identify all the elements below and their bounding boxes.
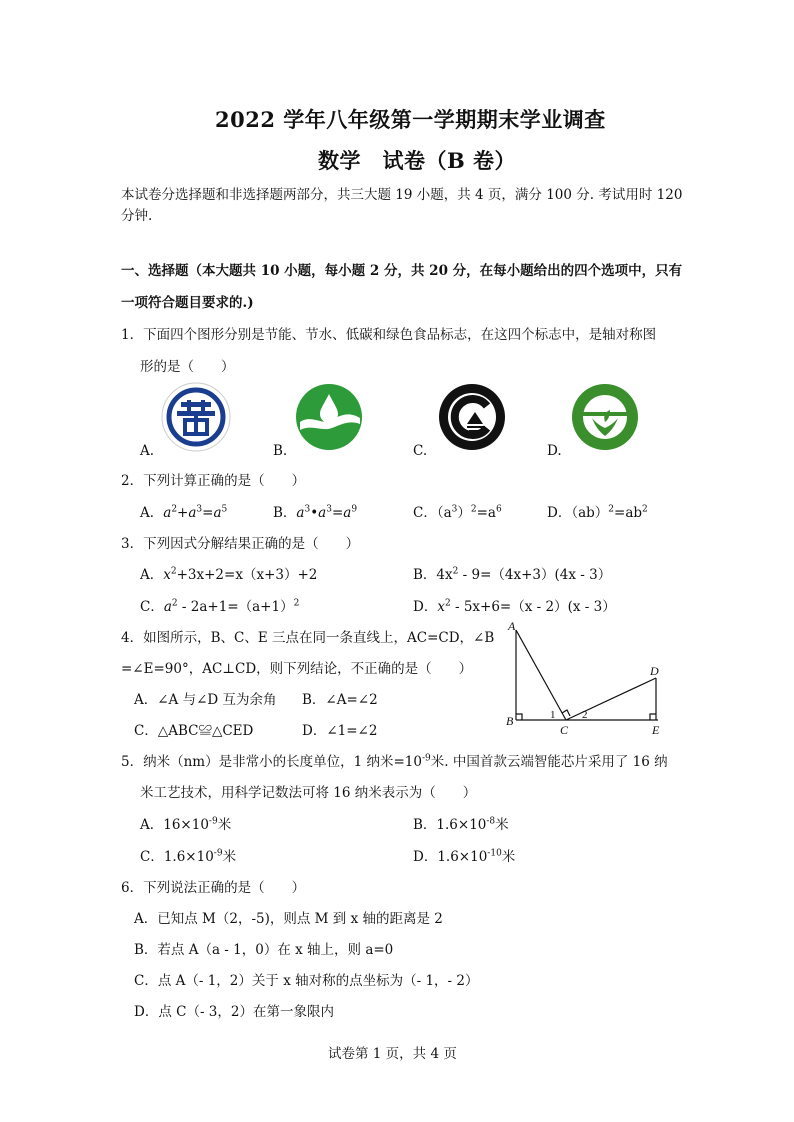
intro-line-1: 本试卷分选择题和非选择题两部分，共三大题 19 小题，共 4 页，满分 100 分. 考试用时 120 (121, 187, 683, 203)
q6-option-b: B．若点 A（a - 1，0）在 x 轴上，则 a=0 (134, 942, 394, 958)
q5-option-c: C．$1.6\times 10^{-9}$米 (140, 848, 237, 865)
q4-option-a: A．∠A 与∠D 互为余角 (134, 692, 277, 708)
q2-option-c: C．$(a^3)^2=a^6$ (413, 504, 502, 521)
page-subtitle: 数学 试卷（B 卷） (318, 148, 517, 173)
q4-geometry-figure (500, 618, 675, 740)
q3-option-d: D．$x^2 - 5x+6=(x - 2)(x - 3)$ (413, 598, 616, 615)
page-footer: 试卷第 1 页，共 4 页 (328, 1046, 457, 1062)
q4-fig-label-c: C (560, 723, 569, 737)
q3-option-c: C．$a^2 - 2a+1=(a+1)^2$ (140, 598, 300, 615)
q4-fig-label-a: A (508, 619, 516, 633)
q2-stem: 2．下列计算正确的是（ ） (121, 473, 306, 489)
q4-fig-label-d: D (650, 664, 659, 678)
q2-option-a: A．$a^2+a^3=a^5$ (140, 504, 228, 521)
q5-option-a: A．$16\times 10^{-9}$米 (140, 816, 232, 833)
section-heading-line-2: 一项符合题目要求的.) (121, 295, 254, 311)
q5-option-b: B．$1.6\times 10^{-8}$米 (413, 816, 509, 833)
section-heading-line-1: 一、选择题（本大题共 10 小题，每小题 2 分，共 20 分，在每小题给出的四个选项中，只有 (121, 263, 683, 279)
intro-line-2: 分钟. (121, 208, 153, 224)
q1-option-d-label: D. (547, 443, 562, 459)
q3-option-a: A．$x^2+3x+2=x(x+3)+2$ (140, 566, 318, 583)
q4-fig-label-b: B (506, 714, 514, 728)
energy-saving-logo (161, 382, 231, 452)
q4-stem-line-2: =∠E=90°，AC⊥CD，则下列结论，不正确的是（ ） (121, 661, 473, 677)
q1-stem-line-2: 形的是（ ） (140, 359, 235, 375)
q4-option-b: B．∠A=∠2 (302, 692, 378, 708)
q1-option-c-label: C. (413, 443, 428, 459)
q4-fig-label-e: E (652, 723, 660, 737)
q6-option-d: D．点 C（- 3，2）在第一象限内 (134, 1004, 334, 1020)
q6-option-a: A．已知点 M（2，-5)，则点 M 到 x 轴的距离是 2 (134, 911, 443, 927)
water-saving-logo (294, 382, 364, 452)
q5-option-d: D．$1.6\times 10^{-10}$米 (413, 848, 516, 865)
q4-option-d: D．∠1=∠2 (302, 723, 378, 739)
green-food-logo (570, 382, 640, 452)
q1-option-a-label: A. (140, 443, 155, 459)
q3-option-b: B．$4x^2 - 9=(4x+3)(4x - 3)$ (413, 566, 612, 583)
q5-stem-line-1: 5．纳米（nm）是非常小的长度单位，1 纳米$=10^{-9}$米. 中国首款云端智能芯片采用了 16 纳 (121, 753, 668, 770)
q1-option-b-label: B. (273, 443, 288, 459)
q4-fig-angle-2: 2 (582, 709, 588, 721)
q4-option-c: C．△ABC≌△CED (134, 723, 254, 739)
q4-stem-line-1: 4．如图所示，B、C、E 三点在同一条直线上，AC=CD，∠B (121, 630, 495, 646)
q5-stem-line-2: 米工艺技术，用科学记数法可将 16 纳米表示为（ ） (140, 785, 477, 801)
q6-stem: 6．下列说法正确的是（ ） (121, 880, 306, 896)
page-title: 2022 学年八年级第一学期期末学业调查 (215, 107, 606, 132)
q2-option-b: B．$a^3•a^3=a^9$ (273, 504, 358, 521)
q6-option-c: C．点 A（- 1，2）关于 x 轴对称的点坐标为（- 1，- 2） (134, 973, 479, 989)
q3-stem: 3．下列因式分解结果正确的是（ ） (121, 536, 360, 552)
q2-option-d: D．$(ab)^2=ab^2$ (547, 504, 648, 521)
q1-stem-line-1: 1．下面四个图形分别是节能、节水、低碳和绿色食品标志，在这四个标志中，是轴对称图 (121, 327, 657, 343)
low-carbon-logo (437, 382, 507, 452)
q4-fig-angle-1: 1 (550, 709, 556, 721)
